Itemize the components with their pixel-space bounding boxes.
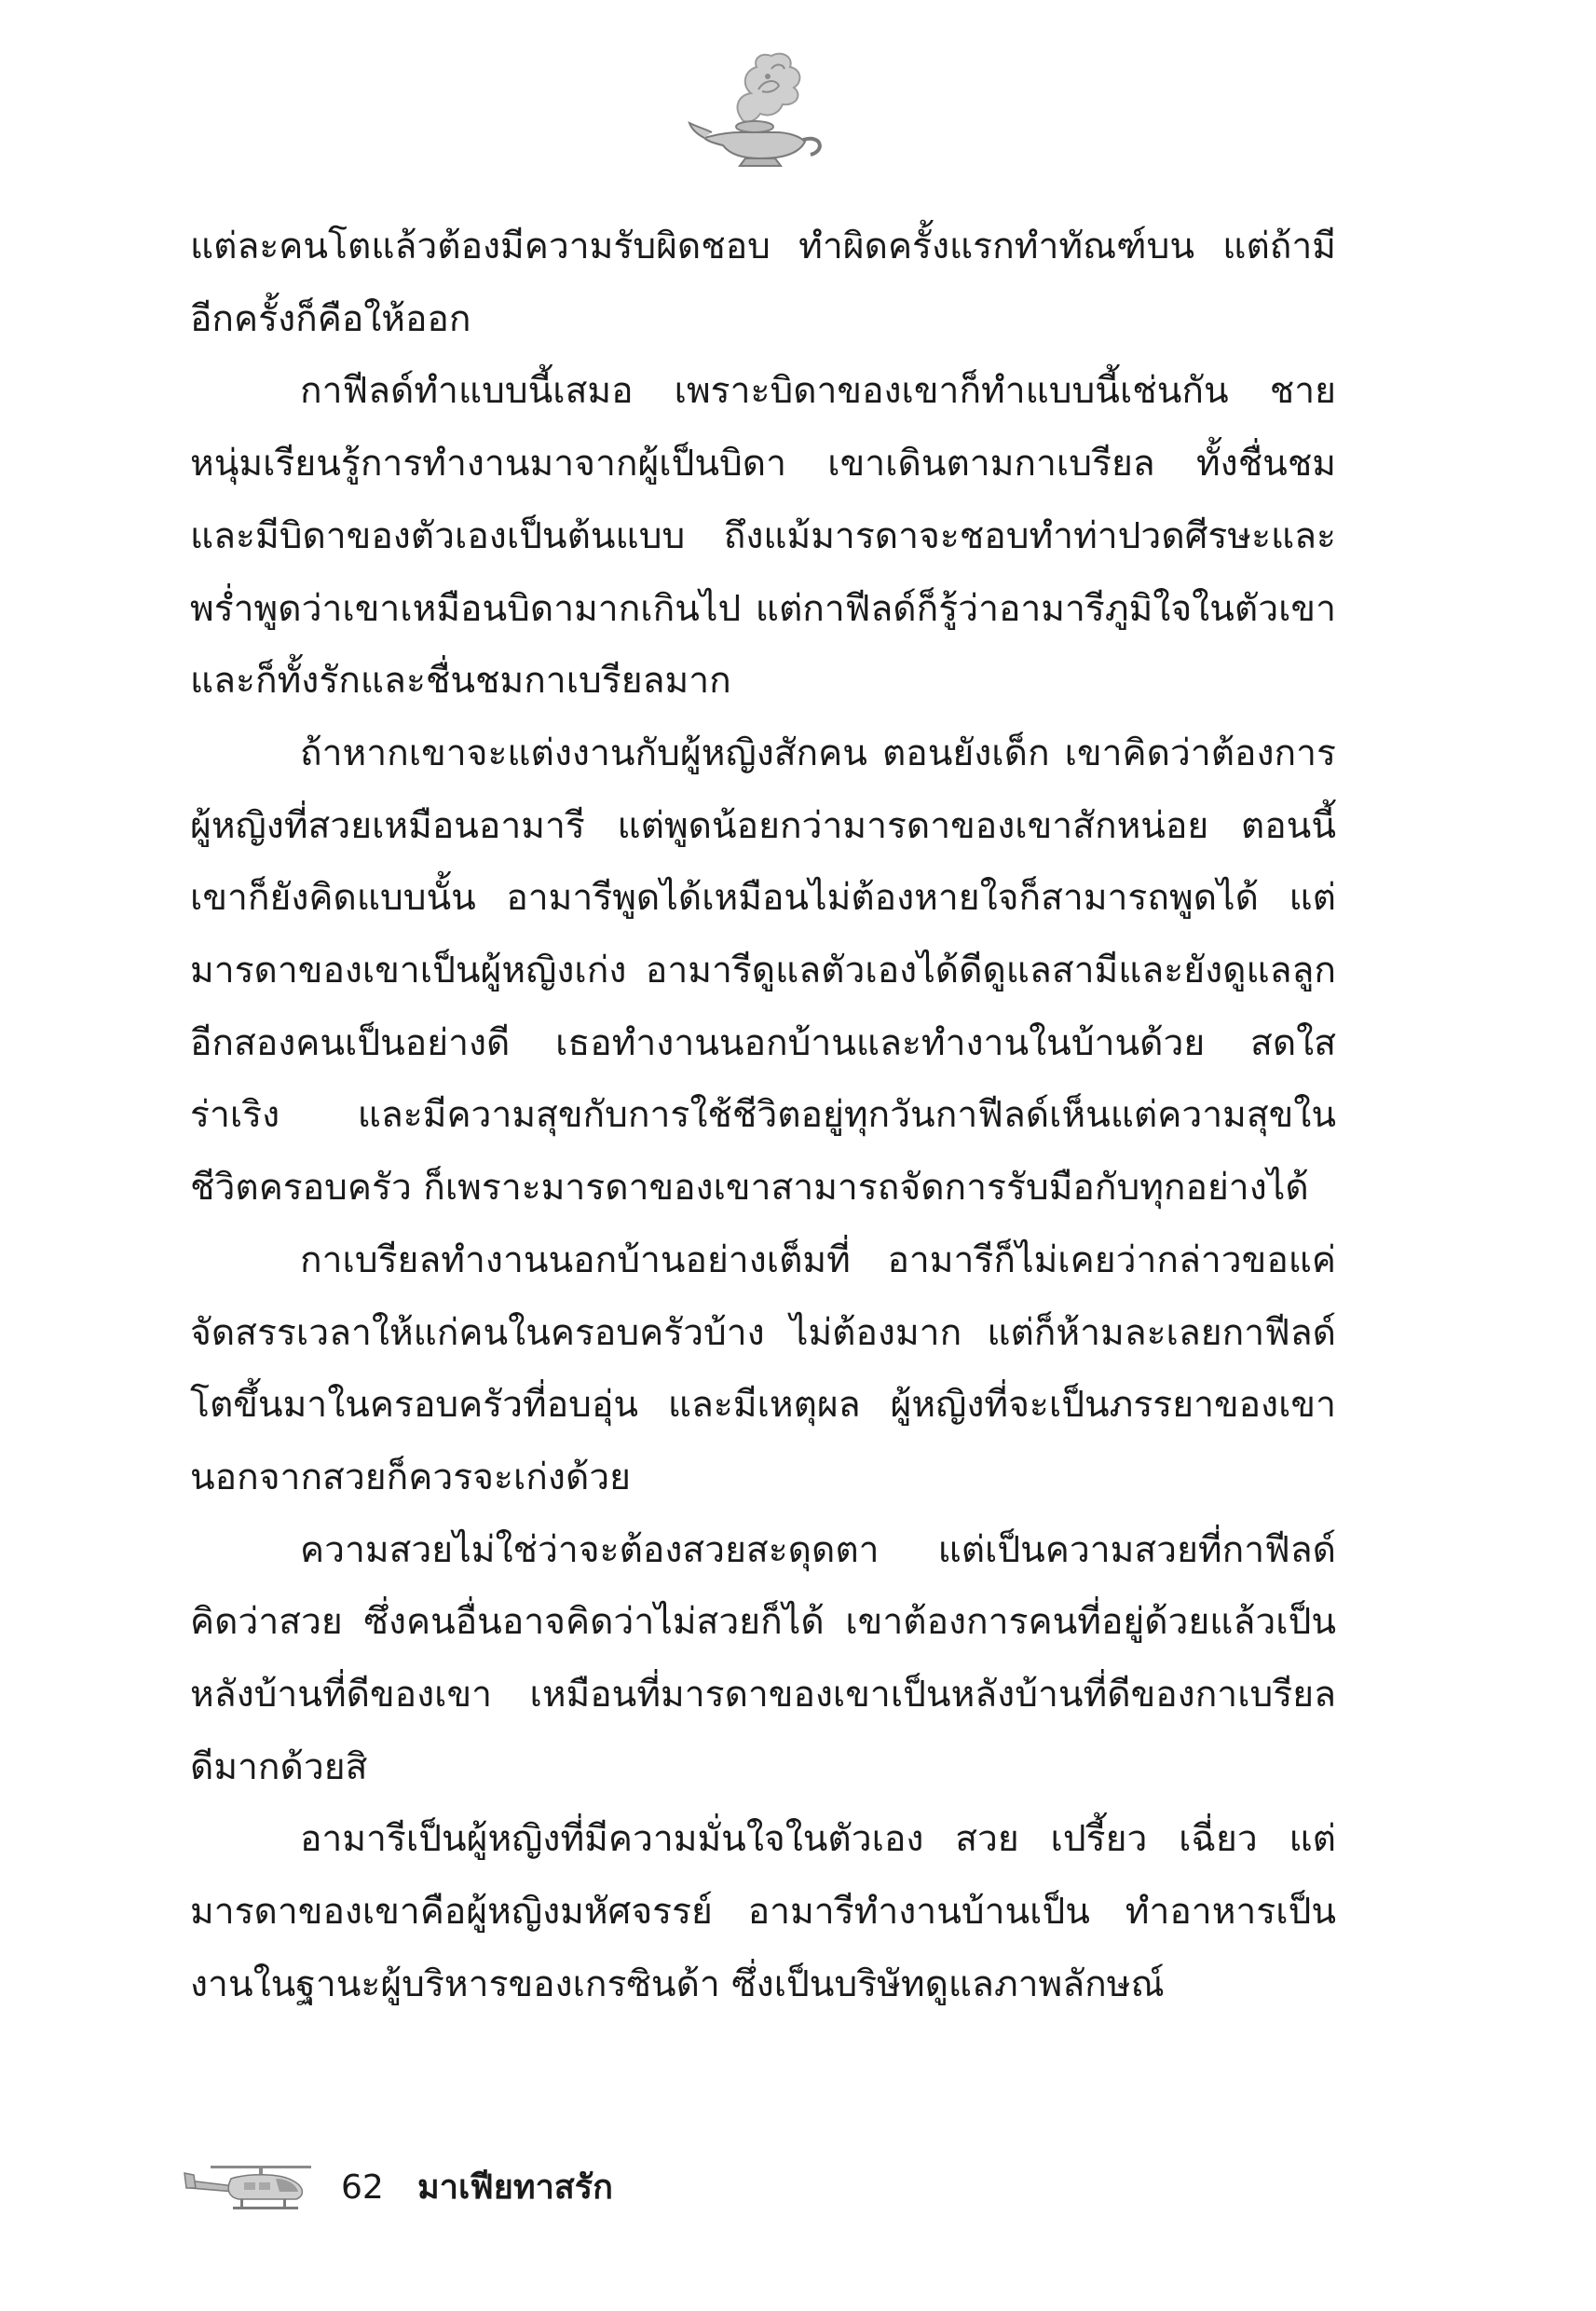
genie-lamp-icon <box>686 48 835 170</box>
helicopter-icon <box>183 2162 313 2212</box>
page-number: 62 <box>341 2168 384 2207</box>
page-footer <box>183 2162 928 2218</box>
paragraph-1: แต่ละคนโตแล้วต้องมีความรับผิดชอบ ทำผิดครั้งแรกทำทัณฑ์บน แต่ถ้ามีอีกครั้งก็คือให้ออก <box>190 226 1336 340</box>
paragraph-5: ความสวยไม่ใช่ว่าจะต้องสวยสะดุดตา แต่เป็นความสวยที่กาฟีลด์คิดว่าสวย ซึ่งคนอื่นอาจคิดว่าไม่สวยก็ได้ เขาต้องการคนที่อยู่ด้วยแล้วเป็นหลังบ้านที่ดีของเขา เหมือนที่มารดาของเขาเป็นหลังบ้านที่ดีของกาเบรียล ดีมากด้วยสิ <box>190 1528 1336 1788</box>
book-title: มาเฟียทาสรัก <box>417 2168 613 2207</box>
body-text <box>190 211 1336 2021</box>
paragraph-2: กาฟีลด์ทำแบบนี้เสมอ เพราะบิดาของเขาก็ทำแบบนี้เช่นกัน ชายหนุ่มเรียนรู้การทำงานมาจากผู้เป็นบิดา เขาเดินตามกาเบรียล ทั้งชื่นชมและมีบิดาของตัวเองเป็นต้นแบบ ถึงแม้มารดาจะชอบทำท่าปวดศีรษะและพร่ำพูดว่าเขาเหมือนบิดามากเกินไป แต่กาฟีลด์ก็รู้ว่าอามารีภูมิใจในตัวเขาและก็ทั้งรักและชื่นชมกาเบรียลมาก <box>190 370 1336 703</box>
paragraph-3: ถ้าหากเขาจะแต่งงานกับผู้หญิงสักคน ตอนยังเด็ก เขาคิดว่าต้องการผู้หญิงที่สวยเหมือนอามารี แต่พูดน้อยกว่ามารดาของเขาสักหน่อย ตอนนี้เขาก็ยังคิดแบบนั้น อามารีพูดได้เหมือนไม่ต้องหายใจก็สามารถพูดได้ แต่มารดาของเขาเป็นผู้หญิงเก่ง อามารีดูแลตัวเองได้ดีดูแลสามีและยังดูแลลูกอีกสองคนเป็นอย่างดี เธอทำงานนอกบ้านและทำงานในบ้านด้วย สดใส ร่าเริง และมีความสุขกับการใช้ชีวิตอยู่ทุกวันกาฟีลด์เห็นแต่ความสุขในชีวิตครอบครัว ก็เพราะมารดาของเขาสามารถจัดการรับมือกับทุกอย่างได้ <box>190 732 1336 1210</box>
paragraph-6: อามารีเป็นผู้หญิงที่มีความมั่นใจในตัวเอง สวย เปรี้ยว เฉี่ยว แต่มารดาของเขาคือผู้หญิงมหัศจรรย์ อามารีทำงานบ้านเป็น ทำอาหารเป็น งานในฐานะผู้บริหารของเกรซินด้า ซึ่งเป็นบริษัทดูแลภาพลักษณ์ <box>190 1818 1336 2005</box>
paragraph-4: กาเบรียลทำงานนอกบ้านอย่างเต็มที่ อามารีก็ไม่เคยว่ากล่าวขอแค่จัดสรรเวลาให้แก่คนในครอบครัวบ้าง ไม่ต้องมาก แต่ก็ห้ามละเลยกาฟีลด์โตขึ้นมาในครอบครัวที่อบอุ่น และมีเหตุผล ผู้หญิงที่จะเป็นภรรยาของเขา นอกจากสวยก็ควรจะเก่งด้วย <box>190 1238 1336 1498</box>
